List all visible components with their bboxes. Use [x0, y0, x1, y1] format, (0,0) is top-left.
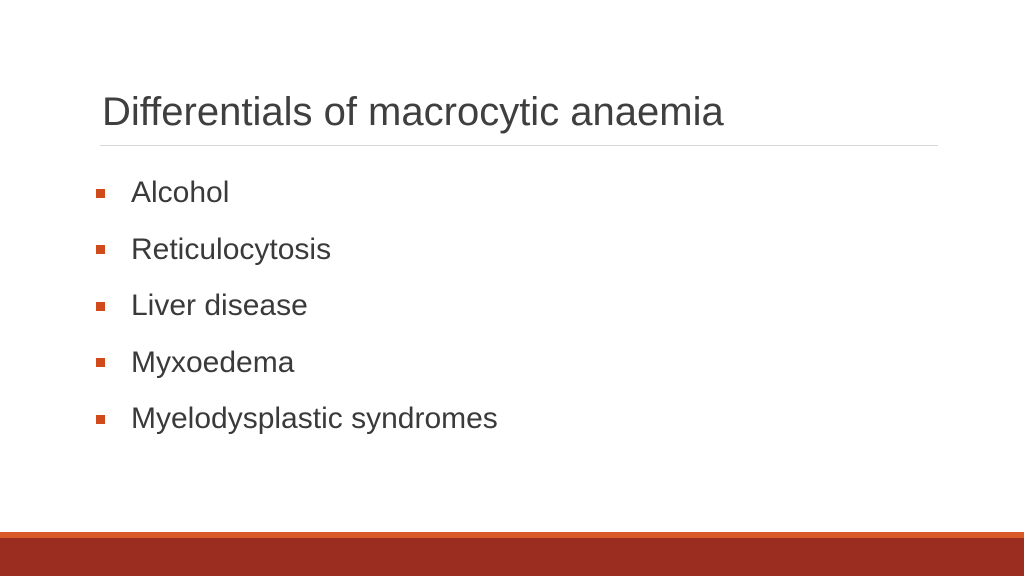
square-bullet-icon — [96, 189, 105, 198]
bullet-text: Liver disease — [131, 289, 308, 323]
list-item — [96, 278, 498, 335]
list-item — [96, 222, 498, 279]
title-divider — [100, 145, 938, 146]
bullet-list — [96, 165, 498, 448]
bullet-text: Reticulocytosis — [131, 232, 332, 266]
list-item — [96, 335, 498, 392]
square-bullet-icon — [96, 302, 105, 311]
square-bullet-icon — [96, 415, 105, 424]
footer-band — [0, 538, 1024, 576]
list-item — [96, 165, 498, 222]
list-item — [96, 391, 498, 448]
square-bullet-icon — [96, 245, 105, 254]
square-bullet-icon — [96, 358, 105, 367]
bullet-text: Myxoedema — [131, 345, 295, 379]
bullet-text: Myelodysplastic syndromes — [131, 402, 498, 436]
slide-title: Differentials of macrocytic anaemia — [102, 90, 724, 134]
bullet-text: Alcohol — [131, 176, 230, 210]
